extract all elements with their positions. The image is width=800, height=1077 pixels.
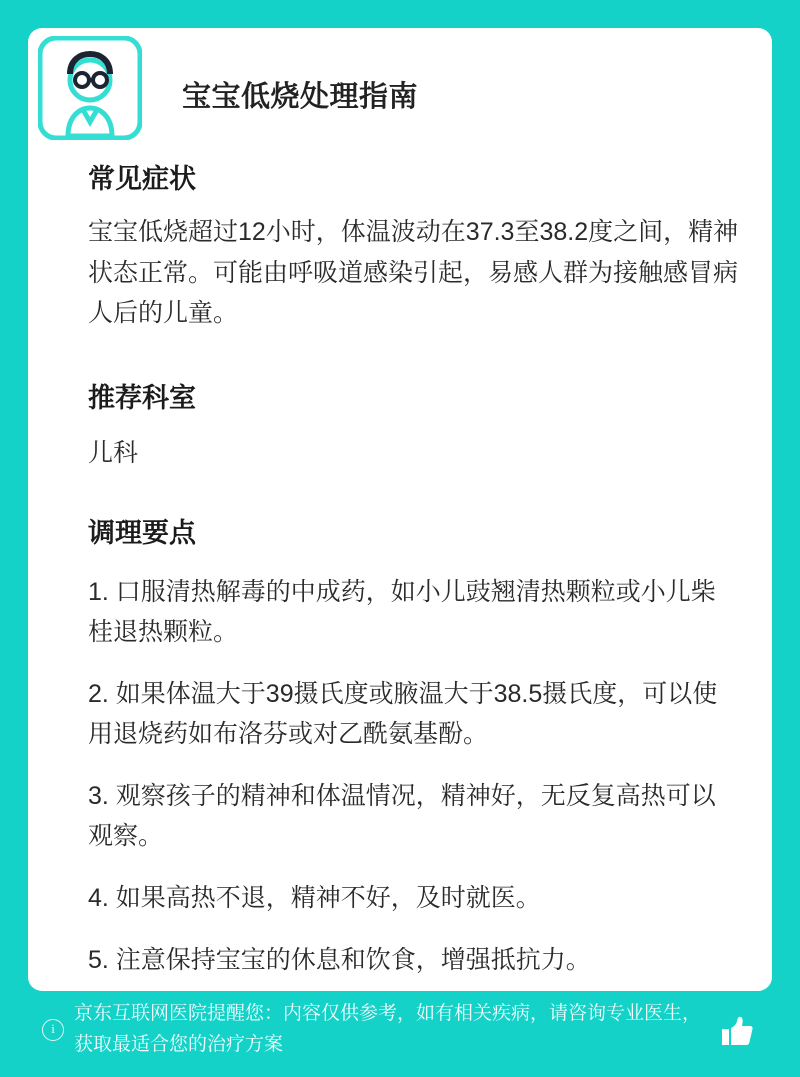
section-text-symptoms: 宝宝低烧超过12小时，体温波动在37.3至38.2度之间，精神状态正常。可能由呼吸道感染引起，易感人群为接触感冒病人后的儿童。 bbox=[88, 218, 739, 327]
list-item: 2. 如果体温大于39摄氏度或腋温大于38.5摄氏度，可以使用退烧药如布洛芬或对乙酰氨基酚。 bbox=[88, 679, 718, 748]
doctor-avatar-icon bbox=[38, 36, 142, 140]
info-icon: i bbox=[42, 1019, 64, 1041]
thumbs-up-icon[interactable] bbox=[716, 1009, 758, 1051]
footer-disclaimer-bar bbox=[28, 991, 772, 1069]
list-item: 1. 口服清热解毒的中成药，如小儿豉翘清热颗粒或小儿柴桂退热颗粒。 bbox=[88, 577, 716, 646]
section-heading-department: 推荐科室 bbox=[88, 382, 196, 413]
list-item: 5. 注意保持宝宝的休息和饮食，增强抵抗力。 bbox=[88, 945, 591, 974]
guide-card bbox=[28, 28, 772, 991]
page-title: 宝宝低烧处理指南 bbox=[182, 81, 419, 113]
list-item: 4. 如果高热不退，精神不好，及时就医。 bbox=[88, 883, 541, 912]
list-item: 3. 观察孩子的精神和体温情况，精神好，无反复高热可以观察。 bbox=[88, 781, 716, 850]
section-text-department: 儿科 bbox=[88, 438, 139, 467]
care-list bbox=[60, 572, 740, 980]
section-heading-symptoms: 常见症状 bbox=[88, 164, 196, 194]
section-heading-care: 调理要点 bbox=[88, 517, 196, 548]
disclaimer-text: 京东互联网医院提醒您：内容仅供参考，如有相关疾病，请咨询专业医生，获取最适合您的治疗方案 bbox=[74, 1003, 702, 1055]
